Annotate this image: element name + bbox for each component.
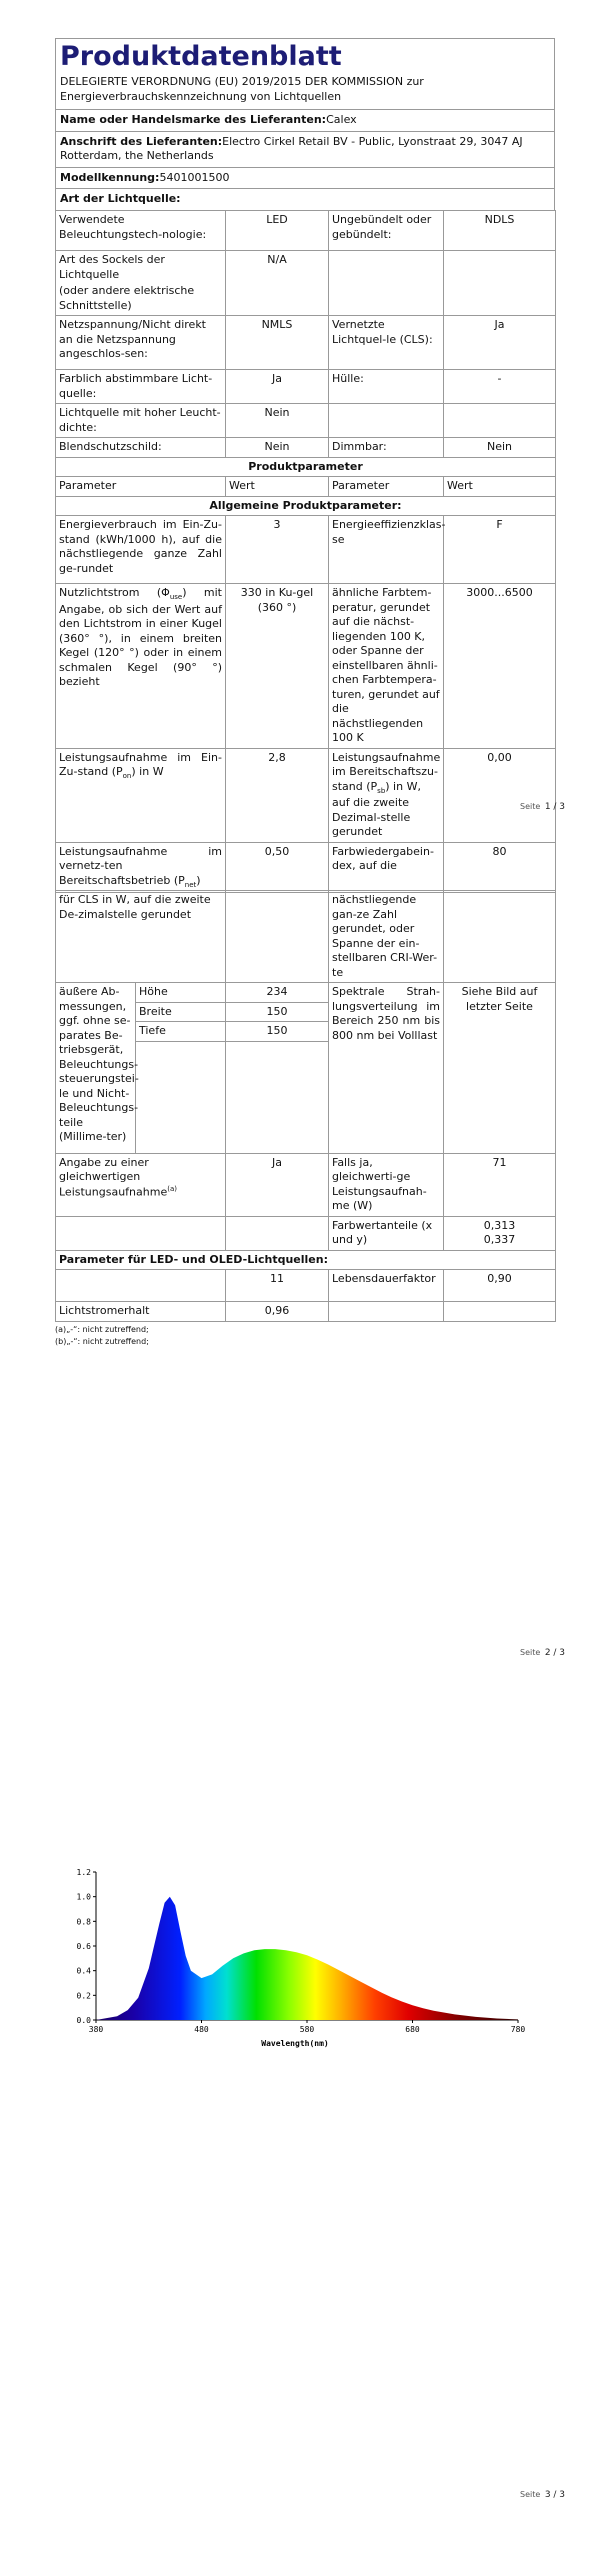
supplier-value: Calex <box>326 113 357 127</box>
x-axis-label: Wavelength(nm) <box>261 2039 329 2048</box>
empty-cell <box>444 251 556 316</box>
address-row <box>56 131 554 167</box>
equiv-value: Ja <box>226 1153 329 1216</box>
chroma-x: 0,313 <box>483 1218 516 1232</box>
x-tick-label: 380 <box>88 2025 104 2034</box>
standby-value: 0,00 <box>444 748 556 842</box>
empty-cell <box>329 404 444 438</box>
page-number: 2 / 3 <box>544 1648 566 1658</box>
efficiency-class-label: Energieeffizienzklas-se <box>329 516 444 584</box>
table-row <box>56 496 556 516</box>
page-footer-3 <box>520 2490 565 2502</box>
supplier-row <box>56 109 554 131</box>
spectral-label: Spektrale Strah-lungsverteilung im Bereich 250 nm bis 800 nm bei Volllast <box>329 983 444 1154</box>
spectral-distribution-chart <box>60 1862 530 2052</box>
flux-label: Nutzlichtstrom $(\Phi_{use})$ mit Angabe, ob sich der Wert auf den Lichtstrom in einer Kugel (360° °), in einem breiten Kegel (120° °) oder in einem schmalen Kegel (90° °) bezieht <box>56 584 226 749</box>
cont-right-text: nächstliegende gan-ze Zahl gerundet, oder Spanne der ein-stellbaren CRI-Wer-te <box>329 891 444 983</box>
y-tick-label: 0.8 <box>76 1917 91 1927</box>
dim-name: Höhe <box>136 983 226 1003</box>
cct-value: 3000...6500 <box>444 584 556 749</box>
y-tick-label: 0.0 <box>76 2016 91 2025</box>
general-params-title: Allgemeine Produktparameter: <box>56 496 556 516</box>
led-section-title: Parameter für LED- und OLED-Lichtquellen: <box>56 1250 556 1270</box>
tunable-value: Ja <box>226 370 329 404</box>
empty-cell <box>444 404 556 438</box>
page-footer-2 <box>520 1648 565 1660</box>
tech-value: LED <box>226 211 329 251</box>
lifetime-factor-value: 0,90 <box>444 1270 556 1302</box>
empty-cell <box>56 1270 226 1302</box>
table-row <box>56 404 556 438</box>
page-1-content <box>55 38 555 893</box>
table-row <box>56 457 556 477</box>
empty-cell <box>136 1041 226 1153</box>
page-label: Seite <box>520 2490 541 2499</box>
y-tick-label: 1.2 <box>76 1868 91 1877</box>
cls-value: Ja <box>444 316 556 370</box>
table-row <box>56 251 556 316</box>
equiv-label-cell <box>56 1153 226 1216</box>
table-row <box>56 983 556 1003</box>
regulation-text: DELEGIERTE VERORDNUNG (EU) 2019/2015 DER KOMMISSION zur Energieverbrauchskennzeichnung von Lichtquellen <box>60 75 424 103</box>
continued-table <box>55 890 556 1322</box>
empty-cell <box>226 1041 329 1153</box>
tunable-label: Farblich abstimmbare Licht-quelle: <box>56 370 226 404</box>
net-standby-label: Leistungsaufnahme im vernetz-ten Bereitschaftsbetrieb $(P_{net})$ <box>56 842 226 892</box>
dimmable-value: Nein <box>444 438 556 458</box>
col-header-param: Parameter <box>56 477 226 497</box>
energy-value: 3 <box>226 516 329 584</box>
chroma-label: Farbwertanteile (x und y) <box>329 1216 444 1250</box>
dimensions-label: äußere Ab-messungen, ggf. ohne se-parates Be-triebsgerät, Beleuchtungs-steuerungstei-le und Nicht-Beleuchtungs-teile (Millime-ter) <box>56 983 136 1154</box>
empty-cell <box>56 1216 226 1250</box>
table-row <box>56 1153 556 1216</box>
socket-label: Art des Sockels der Lichtquelle <box>59 253 165 281</box>
empty-cell <box>444 891 556 983</box>
footnote-ref: (a) <box>167 1184 177 1193</box>
footnote-b: (b)„-“: nicht zutreffend; <box>55 1337 149 1347</box>
empty-cell <box>444 1302 556 1322</box>
equiv-power-label: Falls ja, gleichwerti-ge Leistungsaufnah-me (W) <box>329 1153 444 1216</box>
flux-value: 330 in Ku-gel (360 °) <box>226 584 329 749</box>
mains-label: Netzspannung/Nicht direkt an die Netzspannung angeschlos-sen: <box>56 316 226 370</box>
page-number: 1 / 3 <box>544 802 566 812</box>
lifetime-factor-label: Lebensdauerfaktor <box>329 1270 444 1302</box>
standby-label: Leistungsaufnahme im Bereitschaftszu-stand $(P_{sb})$ in W, auf die zweite Dezimal-stelle gerundet <box>329 748 444 842</box>
table-row <box>56 891 556 983</box>
params-section-title: Produktparameter <box>56 457 556 477</box>
luminance-value: Nein <box>226 404 329 438</box>
spectral-value: Siehe Bild auf letzter Seite <box>444 983 556 1154</box>
on-power-value: 2,8 <box>226 748 329 842</box>
tech-label: Verwendete Beleuchtungstech-nologie: <box>56 211 226 251</box>
dim-value: 150 <box>226 1022 329 1042</box>
mains-value: NMLS <box>226 316 329 370</box>
y-tick-label: 0.2 <box>76 1991 91 2001</box>
light-source-type-table <box>55 210 556 893</box>
glare-value: Nein <box>226 438 329 458</box>
cri-label: Farbwiedergabein-dex, auf die <box>329 842 444 892</box>
socket-label-sub: (oder andere elektrische Schnittstelle) <box>59 284 195 312</box>
cct-label: ähnliche Farbtem-peratur, gerundet auf die nächst-liegenden 100 K, oder Spanne der einstellbaren ähnli-chen Farbtempera-turen, gerundet auf die nächstliegenden 100 K <box>329 584 444 749</box>
equiv-power-value: 71 <box>444 1153 556 1216</box>
lumen-maintenance-label: Lichtstromerhalt <box>56 1302 226 1322</box>
page-2-content <box>55 890 555 1349</box>
table-row <box>56 516 556 584</box>
x-tick-label: 480 <box>194 2025 209 2034</box>
table-row <box>56 316 556 370</box>
empty-cell <box>329 1302 444 1322</box>
empty-cell <box>226 1216 329 1250</box>
dim-value: 150 <box>226 1002 329 1022</box>
address-label: Anschrift des Lieferanten: <box>60 134 223 148</box>
cri-value: 80 <box>444 842 556 892</box>
table-row <box>56 477 556 497</box>
y-tick-label: 1.0 <box>76 1892 91 1902</box>
footnote-a: (a)„-“: nicht zutreffend; <box>55 1324 149 1334</box>
energy-label: Energieverbrauch im Ein-Zu-stand (kWh/1000 h), auf die nächstliegende ganze Zahl ge-rundet <box>56 516 226 584</box>
dim-name: Breite <box>136 1002 226 1022</box>
on-power-label: Leistungsaufnahme im Ein-Zu-stand $(P_{on})$ in W <box>56 748 226 842</box>
x-tick-label: 580 <box>299 2025 315 2034</box>
net-standby-value: 0,50 <box>226 842 329 892</box>
document-title: Produktdatenblatt <box>60 41 342 72</box>
page-footer-1 <box>520 802 565 814</box>
x-tick-label: 680 <box>405 2025 420 2034</box>
empty-cell <box>329 251 444 316</box>
envelope-label: Hülle: <box>329 370 444 404</box>
col-header-param: Parameter <box>329 477 444 497</box>
model-row <box>56 167 554 189</box>
col-header-value: Wert <box>226 477 329 497</box>
x-tick-label: 780 <box>510 2025 526 2034</box>
lumen-maintenance-value: 0,96 <box>226 1302 329 1322</box>
dimmable-label: Dimmbar: <box>329 438 444 458</box>
socket-value: N/A <box>226 251 329 316</box>
socket-cell <box>56 251 226 316</box>
dim-value: 234 <box>226 983 329 1003</box>
y-tick-label: 0.4 <box>76 1966 91 1976</box>
model-label: Modellkennung: <box>60 170 160 184</box>
table-row <box>56 1270 556 1302</box>
table-row <box>56 1216 556 1250</box>
led-value: 11 <box>226 1270 329 1302</box>
page-number: 3 / 3 <box>544 2490 566 2500</box>
table-row <box>56 584 556 749</box>
type-section-title: Art der Lichtquelle: <box>56 188 554 210</box>
dim-name: Tiefe <box>136 1022 226 1042</box>
spectrum-area <box>96 1897 518 2020</box>
table-row <box>56 370 556 404</box>
chroma-values <box>444 1216 556 1250</box>
supplier-label: Name oder Handelsmarke des Lieferanten: <box>60 113 327 127</box>
luminance-label: Lichtquelle mit hoher Leucht-dichte: <box>56 404 226 438</box>
envelope-value: - <box>444 370 556 404</box>
table-row <box>56 842 556 892</box>
cont-left-text: für CLS in W, auf die zweite De-zimalstelle gerundet <box>56 891 226 983</box>
efficiency-class-value: F <box>444 516 556 584</box>
page-label: Seite <box>520 1648 541 1657</box>
table-row <box>56 748 556 842</box>
page-label: Seite <box>520 802 541 811</box>
address-value: Electro Cirkel Retail BV - Public, Lyonstraat 29, 3047 AJ Rotterdam, the Netherlands <box>60 134 523 163</box>
col-header-value: Wert <box>444 477 556 497</box>
equiv-label: Angabe zu einer gleichwertigen Leistungsaufnahme <box>59 1155 168 1199</box>
document-header <box>55 38 555 210</box>
beam-label: Ungebündelt oder gebündelt: <box>329 211 444 251</box>
table-row <box>56 438 556 458</box>
footnotes <box>55 1322 555 1349</box>
glare-label: Blendschutzschild: <box>56 438 226 458</box>
table-row <box>56 1302 556 1322</box>
model-value: 5401001500 <box>159 170 230 184</box>
table-row <box>56 1250 556 1270</box>
cls-label: Vernetzte Lichtquel-le (CLS): <box>329 316 444 370</box>
y-tick-label: 0.6 <box>76 1942 91 1951</box>
chroma-y: 0,337 <box>483 1233 516 1247</box>
table-row <box>56 211 556 251</box>
beam-value: NDLS <box>444 211 556 251</box>
empty-cell <box>226 891 329 983</box>
